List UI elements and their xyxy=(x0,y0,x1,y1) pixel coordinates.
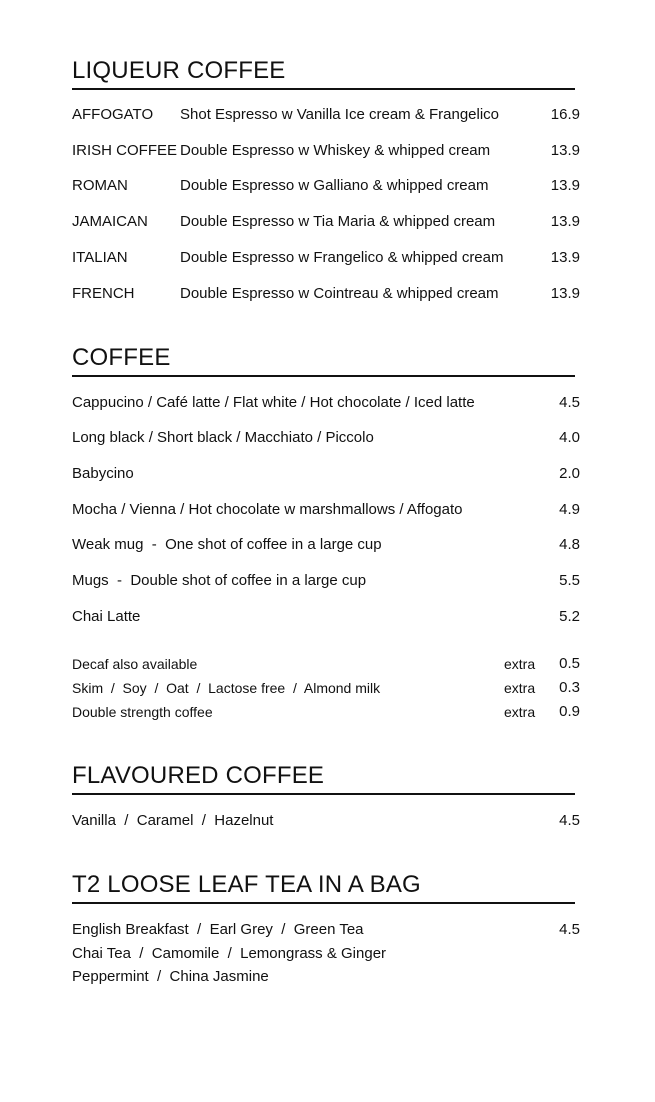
tea-price: 4.5 xyxy=(559,921,580,938)
tea-names: Chai Tea / Camomile / Lemongrass & Ginger xyxy=(72,945,387,962)
extra-label: extra xyxy=(504,704,536,720)
item-price: 16.9 xyxy=(550,106,580,123)
item-name: Mocha / Vienna / Hot chocolate w marshmallows / Affogato xyxy=(72,501,463,518)
item-description: Shot Espresso w Vanilla Ice cream & Frangelico xyxy=(180,106,500,123)
item-price: 4.5 xyxy=(559,812,580,829)
section-title-flavoured-coffee: FLAVOURED COFFEE xyxy=(72,762,575,795)
item-description: Double Espresso w Whiskey & whipped cream xyxy=(180,142,491,159)
item-price: 5.5 xyxy=(559,572,580,589)
extra-name: Double strength coffee xyxy=(72,704,213,720)
item-description: Double Espresso w Cointreau & whipped cream xyxy=(180,285,499,302)
item-name: IRISH COFFEE xyxy=(72,142,178,159)
section-title-coffee: COFFEE xyxy=(72,344,575,377)
item-description: Double Espresso w Galliano & whipped cream xyxy=(180,177,489,194)
item-description: Double Espresso w Frangelico & whipped cream xyxy=(180,249,504,266)
item-price: 13.9 xyxy=(550,177,580,194)
section-title-t2-tea: T2 LOOSE LEAF TEA IN A BAG xyxy=(72,871,575,904)
item-price: 13.9 xyxy=(550,249,580,266)
item-price: 4.5 xyxy=(559,394,580,411)
extra-name: Skim / Soy / Oat / Lactose free / Almond milk xyxy=(72,680,381,696)
item-price: 13.9 xyxy=(550,142,580,159)
item-price: 13.9 xyxy=(550,213,580,230)
item-name: Chai Latte xyxy=(72,608,141,625)
extra-price: 0.3 xyxy=(559,679,580,696)
item-price: 4.8 xyxy=(559,536,580,553)
item-name: AFFOGATO xyxy=(72,106,154,123)
extra-price: 0.5 xyxy=(559,655,580,672)
extra-name: Decaf also available xyxy=(72,656,198,672)
item-price: 4.9 xyxy=(559,501,580,518)
item-price: 4.0 xyxy=(559,429,580,446)
item-name: Long black / Short black / Macchiato / Piccolo xyxy=(72,429,374,446)
item-name: ITALIAN xyxy=(72,249,128,266)
item-name: JAMAICAN xyxy=(72,213,148,230)
item-name: Cappucino / Café latte / Flat white / Hot chocolate / Iced latte xyxy=(72,394,475,411)
item-price: 5.2 xyxy=(559,608,580,625)
item-name: Weak mug - One shot of coffee in a large cup xyxy=(72,536,382,553)
extra-price: 0.9 xyxy=(559,703,580,720)
extra-label: extra xyxy=(504,656,536,672)
tea-names: Peppermint / China Jasmine xyxy=(72,968,269,985)
extra-label: extra xyxy=(504,680,536,696)
item-name: ROMAN xyxy=(72,177,128,194)
item-price: 2.0 xyxy=(559,465,580,482)
section-title-liqueur-coffee: LIQUEUR COFFEE xyxy=(72,57,575,90)
item-name: Vanilla / Caramel / Hazelnut xyxy=(72,812,274,829)
item-name: FRENCH xyxy=(72,285,135,302)
item-price: 13.9 xyxy=(550,285,580,302)
item-name: Mugs - Double shot of coffee in a large cup xyxy=(72,572,367,589)
tea-names: English Breakfast / Earl Grey / Green Tea xyxy=(72,921,364,938)
item-description: Double Espresso w Tia Maria & whipped cream xyxy=(180,213,496,230)
item-name: Babycino xyxy=(72,465,134,482)
